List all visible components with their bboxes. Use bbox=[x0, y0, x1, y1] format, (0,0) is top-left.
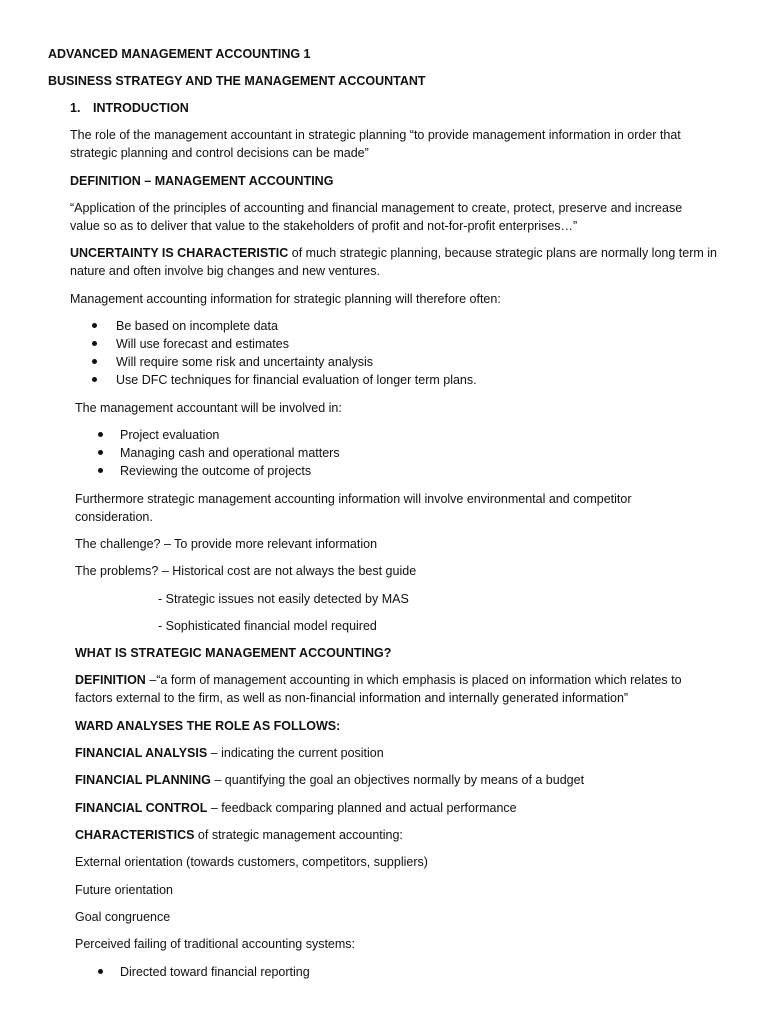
mai-bullet-4: Use DFC techniques for financial evaluation of longer term plans. bbox=[116, 373, 477, 387]
characteristics-line bbox=[75, 826, 403, 844]
role-financial-control bbox=[75, 799, 517, 817]
problems-text: The problems? – Historical cost are not always the best guide bbox=[75, 564, 417, 578]
uncertainty-line-2: nature and often involve big changes and new ventures. bbox=[70, 264, 380, 278]
involved-bullet-1: Project evaluation bbox=[120, 428, 220, 442]
definition-quote-line-2: value so as to deliver that value to the stakeholders of profit and not-for-profit enterprises…” bbox=[70, 219, 578, 233]
problem-item-2: - Sophisticated financial model required bbox=[158, 619, 377, 633]
bullet-icon bbox=[92, 341, 97, 346]
furthermore-line-2: consideration. bbox=[75, 510, 153, 524]
sma-definition-rest: –“a form of management accounting in which emphasis is placed on information which relates to bbox=[145, 673, 682, 687]
document-subtitle: BUSINESS STRATEGY AND THE MANAGEMENT ACCOUNTANT bbox=[48, 74, 426, 88]
role-lead: FINANCIAL CONTROL bbox=[75, 801, 208, 815]
document-title: ADVANCED MANAGEMENT ACCOUNTING 1 bbox=[48, 47, 311, 61]
challenge-text: The challenge? – To provide more relevant information bbox=[75, 537, 378, 551]
mai-bullet-2: Will use forecast and estimates bbox=[116, 337, 289, 351]
furthermore-line-1: Furthermore strategic management accounting information will involve environmental and competitor bbox=[75, 492, 632, 506]
section-number: 1. bbox=[70, 101, 81, 115]
characteristic-item-2: Future orientation bbox=[75, 883, 173, 897]
characteristics-rest: of strategic management accounting: bbox=[194, 828, 403, 842]
uncertainty-lead: UNCERTAINTY IS CHARACTERISTIC bbox=[70, 246, 289, 260]
bullet-icon bbox=[92, 359, 97, 364]
bullet-icon bbox=[98, 468, 103, 473]
characteristic-item-3: Goal congruence bbox=[75, 910, 171, 924]
mai-bullet-1: Be based on incomplete data bbox=[116, 319, 278, 333]
mai-intro: Management accounting information for strategic planning will therefore often: bbox=[70, 292, 501, 306]
characteristic-item-1: External orientation (towards customers, competitors, suppliers) bbox=[75, 855, 428, 869]
sma-definition-line-1 bbox=[75, 671, 682, 689]
role-desc: – quantifying the goal an objectives normally by means of a budget bbox=[210, 773, 585, 787]
definition-heading: DEFINITION – MANAGEMENT ACCOUNTING bbox=[70, 174, 334, 188]
intro-line-2: strategic planning and control decisions can be made” bbox=[70, 146, 369, 160]
role-desc: – feedback comparing planned and actual performance bbox=[207, 801, 517, 815]
sma-definition-lead: DEFINITION bbox=[75, 673, 146, 687]
involved-bullet-2: Managing cash and operational matters bbox=[120, 446, 340, 460]
characteristics-lead: CHARACTERISTICS bbox=[75, 828, 195, 842]
mai-bullet-3: Will require some risk and uncertainty analysis bbox=[116, 355, 374, 369]
intro-line-1: The role of the management accountant in strategic planning “to provide management information in order that bbox=[70, 128, 681, 142]
ward-heading: WARD ANALYSES THE ROLE AS FOLLOWS: bbox=[75, 719, 341, 733]
uncertainty-line-1 bbox=[70, 244, 717, 262]
role-lead: FINANCIAL PLANNING bbox=[75, 773, 211, 787]
role-lead: FINANCIAL ANALYSIS bbox=[75, 746, 208, 760]
sma-heading: WHAT IS STRATEGIC MANAGEMENT ACCOUNTING? bbox=[75, 646, 392, 660]
role-desc: – indicating the current position bbox=[207, 746, 384, 760]
definition-quote-line-1: “Application of the principles of accounting and financial management to create, protect, preserve and increase bbox=[70, 201, 683, 215]
role-financial-planning bbox=[75, 771, 584, 789]
role-financial-analysis bbox=[75, 744, 384, 762]
sma-definition-line-2: factors external to the firm, as well as non-financial information and internally generated information” bbox=[75, 691, 629, 705]
bullet-icon bbox=[98, 969, 103, 974]
failing-bullet-1: Directed toward financial reporting bbox=[120, 965, 310, 979]
failing-intro: Perceived failing of traditional accounting systems: bbox=[75, 937, 356, 951]
bullet-icon bbox=[92, 377, 97, 382]
involved-intro: The management accountant will be involved in: bbox=[75, 401, 342, 415]
problem-item-1: - Strategic issues not easily detected by MAS bbox=[158, 592, 409, 606]
uncertainty-rest: of much strategic planning, because strategic plans are normally long term in bbox=[288, 246, 717, 260]
bullet-icon bbox=[98, 432, 103, 437]
section-heading: INTRODUCTION bbox=[93, 101, 189, 115]
bullet-icon bbox=[98, 450, 103, 455]
bullet-icon bbox=[92, 323, 97, 328]
involved-bullet-3: Reviewing the outcome of projects bbox=[120, 464, 312, 478]
